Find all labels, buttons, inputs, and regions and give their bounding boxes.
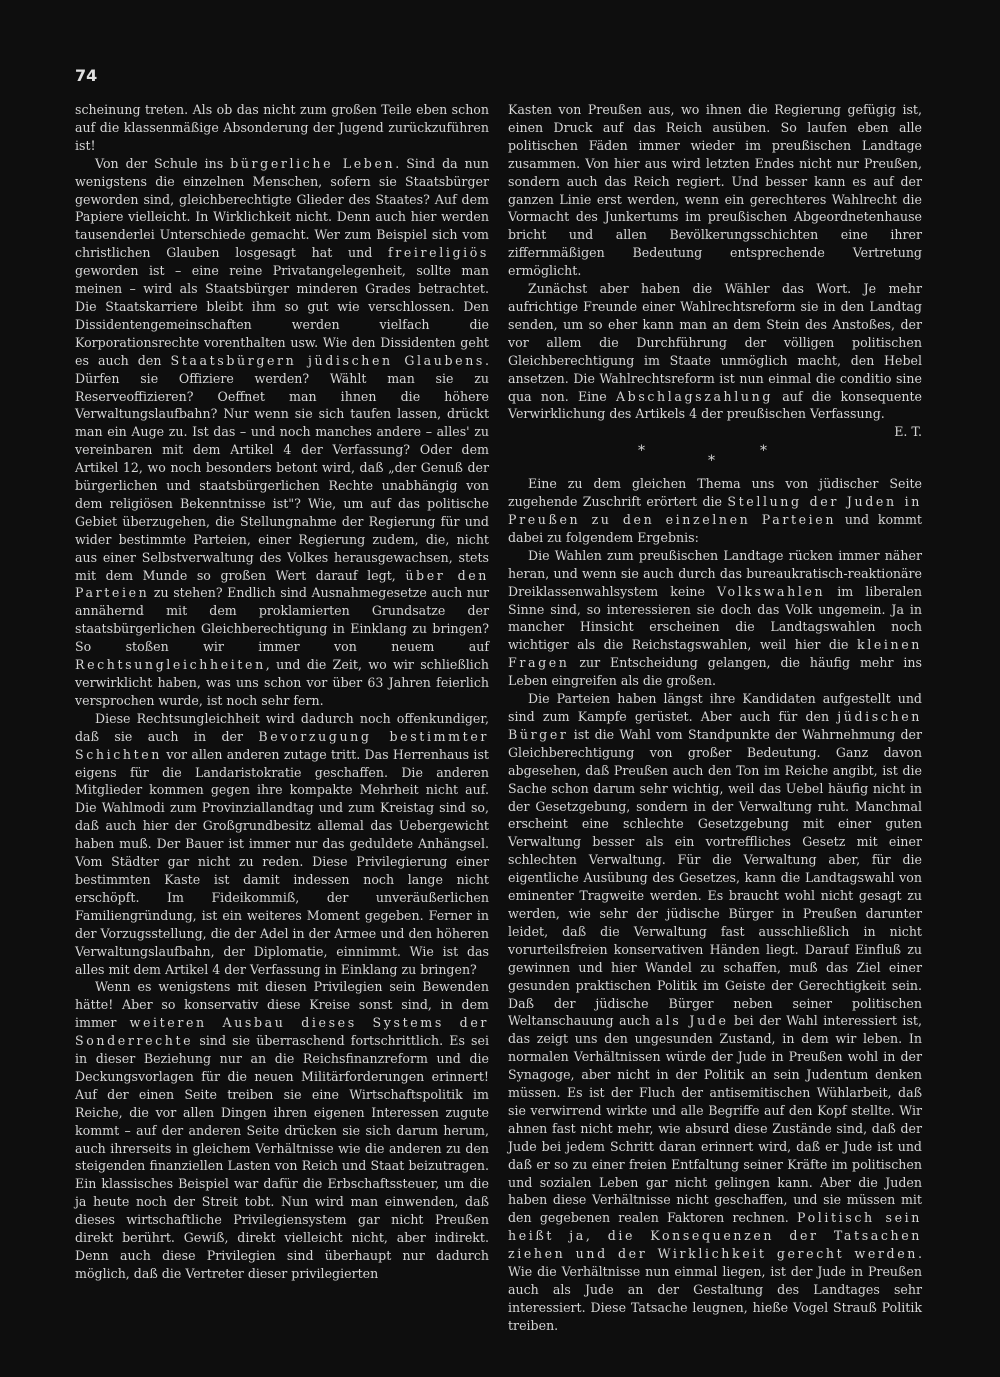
text-run: Eine zu dem gleichen Thema uns von jüdischer Seite zugehende Zuschrift erörtert die (508, 476, 922, 510)
text-run: auf die konsequente Verwirklichung des Artikels 4 der preußischen Verfassung. (508, 388, 922, 422)
text-run: Diese Rechtsungleichheit wird dadurch noch offenkundiger, daß sie auch in der (75, 710, 489, 744)
spaced-text: kleinen Fragen (508, 637, 922, 671)
text-run: . Dürfen sie Offiziere werden? Wählt man sie zu Reserveoffizieren? Oeffnet man ihnen die höhere Verwaltungslaufbahn? Nur wenn sie sich taufen lassen, drückt man ein Auge zu. Ist das – und noch manches andere – alles' zu vereinbaren mit dem Artikel 4 der Verfassung? Oder dem Artikel 12, wo noch besonders betont wird, daß „der Genuß der bürgerlichen und staatsbürgerlichen Rechte unabhängig von dem religiösen Bekenntnisse ist"? Wie, um auf das politische Gebiet überzugehen, die Stellungnahme der Regierung für und wider bestimmte Parteien, einer Regierung zudem, die, nicht aus einer Selbstverwaltung des Volkes herausgewachsen, stets mit dem Munde so großen Wert darauf legt, (75, 352, 489, 583)
text-run: geworden ist – eine reine Privatangelegenheit, sollte man meinen – wird als Staatsbürger minderen Grades betrachtet. Die Staatskarriere bleibt ihm so gut wie verschlossen. Den Dissidentengemeinschaften werden vielfach die Korporationsrechte vorenthalten usw. Wie den Dissidenten geht es auch den (75, 263, 489, 368)
section-divider (508, 443, 922, 469)
text-run: sind sie überraschend fortschrittlich. Es sei in dieser Beziehung nur an die Reichsfinanzreform und die Deckungsvorlagen für die neuen Militärforderungen erinnert! Auf der einen Seite treiben sie eine Wirtschaftspolitik im Reiche, die vor allen Dingen ihren eigenen Interessen zugute kommt – auf der anderen Seite drücken sie sich darum herum, auch ihrerseits in gleichem Verhältnisse wie die anderen zu den steigenden finanziellen Lasten von Reich und Staat beizutragen. Ein klassisches Beispiel war dafür die Erbschaftssteuer, um die ja heute noch der Streit tobt. Nun wird man einwenden, daß dieses wirtschaftliche Privilegiensystem gar nicht Preußen direkt berührt. Gewiß, direkt vielleicht nicht, aber indirekt. Denn auch diese Privilegien sind überhaupt nur dadurch möglich, daß die Vertreter dieser privilegierten (75, 1033, 489, 1281)
text-run: ist die Wahl vom Standpunkte der Wahrnehmung der Gleichberechtigung von großer Bedeutung. Ganz davon abgesehen, daß Preußen auch den Ton im Reiche angibt, ist die Sache schon darum sehr wichtig, weil das Uebel häufig nicht in der Gesetzgebung, sondern in der Verwaltung ruht. Manchmal erscheint eine schlechte Gesetzgebung mit einer guten Verwaltung besser als ein vortreffliches Gesetz mit einer schlechten Verwaltung. Für die Verwaltung aber, für die eigentliche Ausübung des Gesetzes, kann die Landtagswahl von eminenter Tragweite werden. Es braucht wohl nicht gesagt zu werden, wie sehr der jüdische Bürger in Preußen darunter leidet, daß die Verwaltung fast ausschließlich in nicht vorurteilsfreien konservativen Händen liegt. Darauf Einfluß zu gewinnen und hier Wandel zu schaffen, muß das Ziel einer gesunden praktischen Politik im Geiste der Gerechtigkeit sein. Daß der jüdische Bürger neben seiner politischen Weltanschauung auch (508, 726, 922, 1029)
spaced-text: Volkswahlen (716, 583, 826, 599)
spaced-text: Politisch sein heißt ja, die Konsequenzen der Tatsachen ziehen und der Wirklichkeit gerecht werden (508, 1210, 922, 1262)
text-run: zu stehen? Endlich sind Ausnahmegesetze auch nur annähernd mit dem proklamierten Grundsatze der staatsbürgerlichen Gleichberechtigung in Einklang zu bringen? So stoßen wir immer von neuem auf (75, 585, 489, 655)
paragraph (508, 475, 922, 547)
spaced-text: bürgerliche Leben (230, 155, 396, 171)
author-signature: E. T. (894, 424, 922, 440)
text-run: und kommt dabei zu folgendem Ergebnis: (508, 512, 922, 545)
paragraph (75, 978, 489, 1282)
text-run: Die Parteien haben längst ihre Kandidaten aufgestellt und sind zum Kampfe gerüstet. Aber auch für den (508, 691, 922, 724)
paragraph (508, 101, 922, 280)
spaced-text: jüdischen Bürger (508, 709, 922, 742)
spaced-text: weiteren Ausbau dieses Systems der Sonderrechte (75, 1015, 490, 1049)
paragraph (75, 155, 489, 710)
star-glyph: * (760, 443, 767, 460)
text-run: . Wie die Verhältnisse nun einmal liegen, ist der Jude in Preußen auch als Jude an der Gestaltung des Landtages sehr interessiert. Diese Tatsache leugnen, hieße Vogel Strauß Politik treiben. (508, 1246, 922, 1333)
text-run: scheinung treten. Als ob das nicht zum großen Teile eben schon auf die klassenmäßige Absonderung der Jugend zurückzuführen ist! (75, 102, 489, 153)
paragraph (508, 280, 922, 423)
text-run: Wenn es wenigstens mit diesen Privilegien sein Bewenden hätte! Aber so konservativ diese Kreise sonst sind, in dem immer (75, 979, 489, 1031)
text-run: Kasten von Preußen aus, wo ihnen die Regierung gefügig ist, einen Druck auf das Reich ausüben. So laufen eben alle politischen Fäden immer wieder im preußischen Landtage zusammen. Von hier aus wird letzten Endes nicht nur Preußen, sondern auch das Reich regiert. Und besser kann es auf der ganzen Linie erst werden, wenn ein gerechteres Wahlrecht die Vormacht des Junkertums im preußischen Abgeordnetenhause bricht und allen Bevölkerungsschichten eine ihrer ziffernmäßigen Bedeutung entsprechende Vertretung ermöglicht. (508, 102, 922, 279)
spaced-text: Rechtsungleichheiten (75, 657, 266, 673)
paragraph (508, 690, 922, 1335)
text-run: Die Wahlen zum preußischen Landtage rücken immer näher heran, und wenn sie auch durch das bureaukratisch-reaktionäre Dreiklassenwahlsystem keine (508, 547, 922, 599)
text-run: Von der Schule ins (95, 155, 231, 171)
star-glyph: * (708, 453, 715, 470)
spaced-text: Bevorzugung bestimmter Schichten (75, 728, 490, 762)
left-column (75, 101, 489, 1316)
spaced-text: Abschlagszahlung (615, 388, 773, 404)
right-column (508, 101, 922, 1333)
text-run: Zunächst aber haben die Wähler das Wort. Je mehr aufrichtige Freunde einer Wahlrechtsreform sie in den Landtag senden, um so eher kann man an dem Stein des Anstoßes, der vor allem die Durchführung der völligen politischen Gleichberechtigung im Staate unmöglich macht, den Hebel ansetzen. Die Wahlrechtsreform ist nun einmal die conditio sine qua non. Eine (508, 281, 922, 404)
text-run: . Sind da nun wenigstens die einzelnen Menschen, sofern sie Staatsbürger geworden sind, gleichberechtigte Glieder des Staates? Auf dem Papiere vielleicht. In Wirklichkeit nicht. Denn auch hier werden tausenderlei Unterschiede gemacht. Wer zum Beispiel sich vom christlichen Glauben losgesagt hat und (75, 155, 490, 261)
page-number: 74 (75, 66, 98, 85)
paragraph (75, 101, 489, 155)
spaced-text: als Jude (655, 1013, 729, 1029)
paragraph (508, 547, 922, 690)
spaced-text: Staatsbürgern jüdischen Glaubens (170, 352, 485, 368)
text-run: , und die Zeit, wo wir schließlich verwirklicht haben, was uns schon vor über 63 Jahren feierlich versprochen wurde, ist noch sehr fern. (75, 657, 489, 708)
text-run: bei der Wahl interessiert ist, das zeigt uns den ungesunden Zustand, in dem wir leben. In normalen Verhältnissen würde der Jude in Preußen wohl in der Synagoge, aber nicht in der Politik an sein Judentum denken müssen. Es ist der Fluch der antisemitischen Wühlarbeit, daß sie verwirrend wirkte und alle Begriffe auf den Kopf stellte. Wir ahnen fast nicht mehr, wie absurd diese Zustände sind, daß der Jude bei jedem Schritt daran erinnert wird, daß er Jude ist und daß er so zu einer freien Entfaltung seiner Kräfte im politischen und sozialen Leben gar nicht gelingen kann. Aber die Juden haben diese Verhältnisse nicht geschaffen, und sie müssen mit den gegebenen realen Faktoren rechnen. (508, 1013, 922, 1226)
spaced-text: freireligiös (387, 245, 489, 261)
star-glyph: * (638, 443, 645, 460)
paragraph (75, 710, 489, 979)
text-run: im liberalen Sinne sind, so interessieren sie doch das Volk ungemein. Ja in mancher Hinsicht erscheinen die Landtagswahlen noch wichtiger als die Reichstagswahlen, weil hier die (508, 583, 922, 653)
text-run: vor allen anderen zutage tritt. Das Herrenhaus ist eigens für die Landaristokratie geschaffen. Die anderen Mitglieder kommen gegen ihre kompakte Mehrheit nicht auf. Die Wahlmodi zum Provinziallandtag und zum Kreistag sind so, daß auch hier der Großgrundbesitz allemal das Uebergewicht haben muß. Der Bauer ist immer nur das geduldete Anhängsel. Vom Städter gar nicht zu reden. Diese Privilegierung einer bestimmten Kaste ist damit indessen noch lange nicht erschöpft. Im Fideikommiß, der unveräußerlichen Familiengründung, ist ein weiteres Moment gegeben. Ferner in der Vorzugsstellung, die der Adel in der Armee und den höheren Verwaltungslaufbahn, der Diplomatie, einnimmt. Wie ist das alles mit dem Artikel 4 der Verfassung in Einklang zu bringen? (75, 746, 489, 977)
text-run: zur Entscheidung gelangen, die häufig mehr ins Leben eingreifen als die großen. (508, 655, 922, 689)
spaced-text: Stellung der Juden in Preußen zu den einzelnen Parteien (508, 494, 922, 528)
spaced-text: über den Parteien (75, 567, 489, 601)
